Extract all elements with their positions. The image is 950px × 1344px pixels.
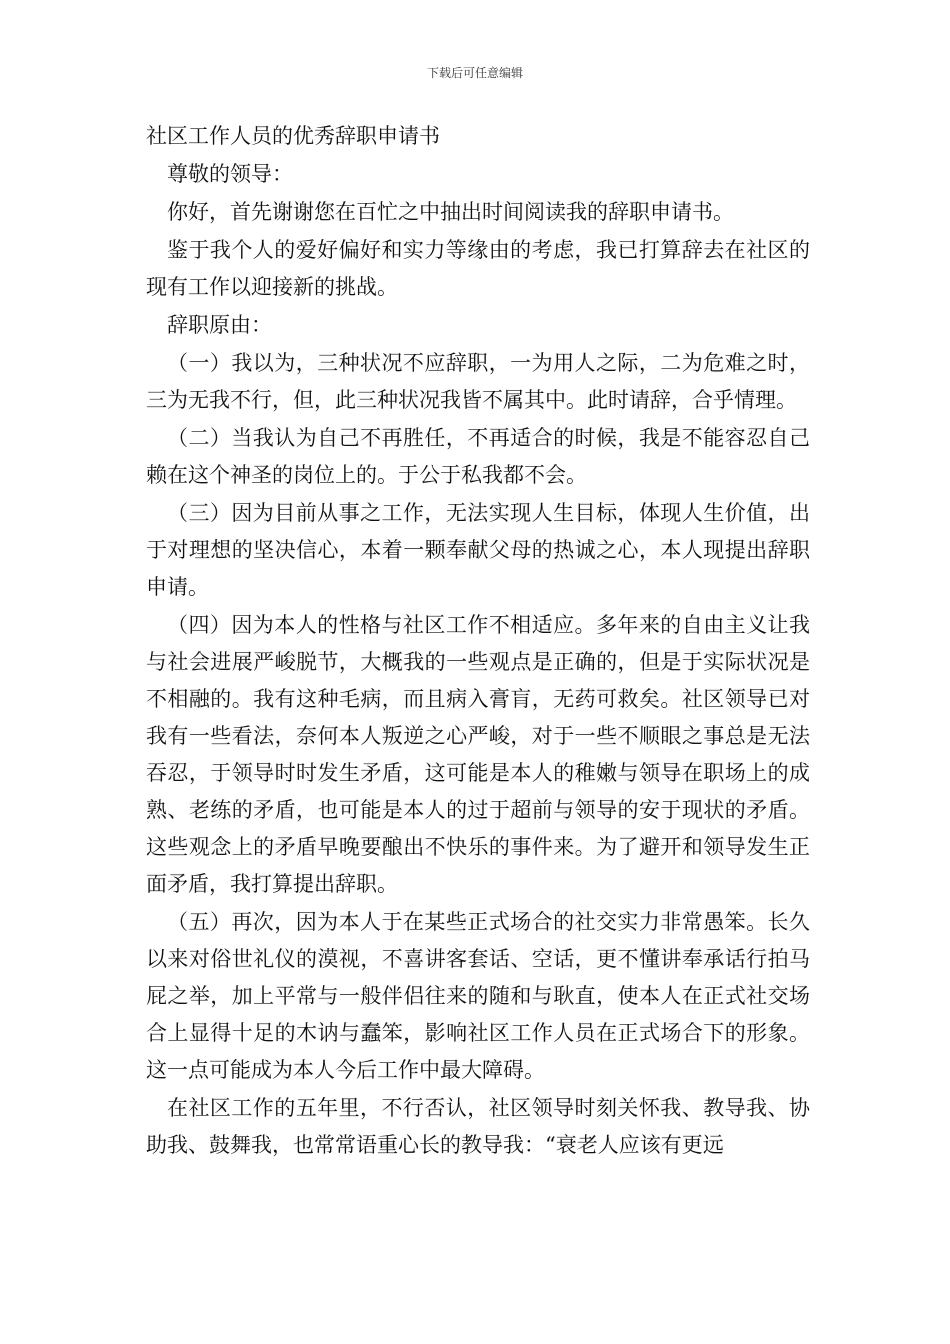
paragraph-reason-2: （二）当我认为自己不再胜任，不再适合的时候，我是不能容忍自己赖在这个神圣的岗位上的。于公于私我都不会。: [146, 426, 810, 487]
paragraph-reasons-heading: 辞职原由：: [167, 313, 272, 337]
header-note: 下载后可任意编辑: [426, 66, 523, 80]
salutation: 尊敬的领导：: [167, 162, 293, 186]
document-title: 社区工作人员的优秀辞职申请书: [146, 124, 440, 148]
paragraph-reason-5: （五）再次，因为本人于在某些正式场合的社交实力非常愚笨。长久以来对俗世礼仪的漠视，不喜讲客套话、空话，更不懂讲奉承话行拍马屁之举，加上平常与一般伴侣往来的随和与耿直，使本人在正式社交场合上显得十足的木讷与蠢笨，影响社区工作人员在正式场合下的形象。这一点可能成为本人今后工作中最大障碍。: [146, 910, 810, 1082]
paragraph-reason-1: （一）我以为，三种状况不应辞职，一为用人之际，二为危难之时，三为无我不行，但，此三种状况我皆不属其中。此时请辞，合乎情理。: [146, 351, 810, 412]
paragraph-reason-3: （三）因为目前从事之工作，无法实现人生目标，体现人生价值，出于对理想的坚决信心，本着一颗奉献父母的热诚之心，本人现提出辞职申请。: [146, 501, 810, 599]
paragraph-greeting: 你好，首先谢谢您在百忙之中抽出时间阅读我的辞职申请书。: [167, 200, 734, 224]
paragraph-gratitude: 在社区工作的五年里，不行否认，社区领导时刻关怀我、教导我、协助我、鼓舞我，也常常语重心长的教导我：“衰老人应该有更远: [146, 1096, 810, 1157]
document-body: [146, 118, 810, 1165]
paragraph-intent: 鉴于我个人的爱好偏好和实力等缘由的考虑，我已打算辞去在社区的现有工作以迎接新的挑战。: [146, 238, 810, 299]
paragraph-reason-4: （四）因为本人的性格与社区工作不相适应。多年来的自由主义让我与社会进展严峻脱节，大概我的一些观点是正确的，但是于实际状况是不相融的。我有这种毛病，而且病入膏肓，无药可救矣。社区领导已对我有一些看法，奈何本人叛逆之心严峻，对于一些不顺眼之事总是无法吞忍，于领导时时发生矛盾，这可能是本人的稚嫩与领导在职场上的成熟、老练的矛盾，也可能是本人的过于超前与领导的安于现状的矛盾。这些观念上的矛盾早晚要酿出不快乐的事件来。为了避开和领导发生正面矛盾，我打算提出辞职。: [146, 613, 810, 896]
